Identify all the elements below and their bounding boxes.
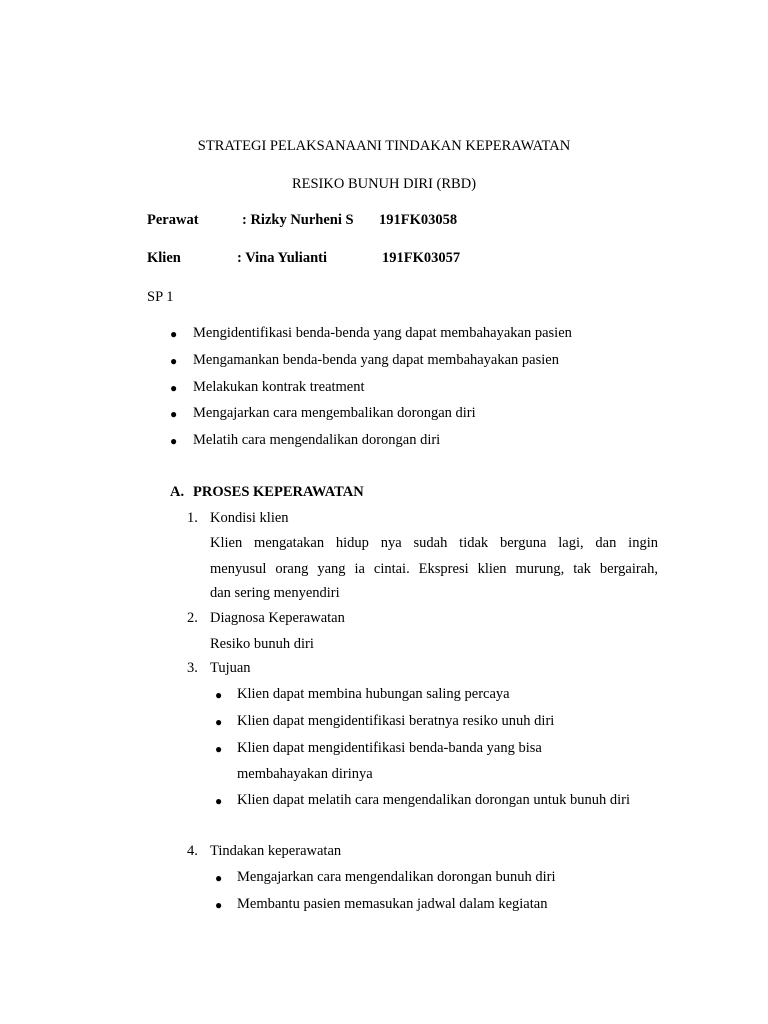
klien-id: 191FK03057 [382,250,461,266]
bullet-icon: ● [215,871,223,885]
list-item: Klien dapat mengidentifikasi benda-banda yang bisa [237,740,542,756]
list-item: Membantu pasien memasukan jadwal dalam kegiatan [237,896,548,912]
item-body-line: Klien mengatakan hidup nya sudah tidak berguna lagi, dan ingin [210,535,658,551]
list-item: Klien dapat melatih cara mengendalikan dorongan untuk bunuh diri [237,792,630,808]
item-number: 4. [187,843,198,859]
item-heading: Tindakan keperawatan [210,843,342,859]
sp-label: SP 1 [147,289,174,305]
bullet-icon: ● [215,742,223,756]
document-title: STRATEGI PELAKSANAANI TINDAKAN KEPERAWATAN [197,138,571,154]
bullet-icon: ● [170,327,178,341]
bullet-icon: ● [170,407,178,421]
section-title: PROSES KEPERAWATAN [193,484,364,500]
list-item: Mengidentifikasi benda-benda yang dapat membahayakan pasien [193,325,572,341]
section-marker: A. [170,484,185,500]
klien-label: Klien [147,250,181,266]
item-body: Resiko bunuh diri [210,636,314,652]
item-body-line: menyusul orang yang ia cintai. Ekspresi klien murung, tak bergairah, [210,561,658,577]
list-item: Klien dapat mengidentifikasi beratnya resiko unuh diri [237,713,555,729]
item-heading: Kondisi klien [210,510,289,526]
item-heading: Diagnosa Keperawatan [210,610,345,626]
bullet-icon: ● [215,898,223,912]
perawat-name: : Rizky Nurheni S [242,212,354,228]
item-heading: Tujuan [210,660,251,676]
list-item-continuation: membahayakan dirinya [237,766,373,782]
bullet-icon: ● [170,354,178,368]
list-item: Mengajarkan cara mengendalikan dorongan bunuh diri [237,869,556,885]
perawat-id: 191FK03058 [379,212,458,228]
bullet-icon: ● [215,794,223,808]
bullet-icon: ● [215,715,223,729]
bullet-icon: ● [170,381,178,395]
item-number: 1. [187,510,198,526]
bullet-icon: ● [215,688,223,702]
list-item: Mengamankan benda-benda yang dapat membahayakan pasien [193,352,559,368]
item-body-line: dan sering menyendiri [210,585,340,601]
perawat-label: Perawat [147,212,199,228]
list-item: Mengajarkan cara mengembalikan dorongan diri [193,405,476,421]
list-item: Melatih cara mengendalikan dorongan diri [193,432,441,448]
list-item: Melakukan kontrak treatment [193,379,365,395]
item-number: 3. [187,660,198,676]
document-subtitle: RESIKO BUNUH DIRI (RBD) [291,176,477,192]
bullet-icon: ● [170,434,178,448]
list-item: Klien dapat membina hubungan saling percaya [237,686,510,702]
klien-name: : Vina Yulianti [237,250,327,266]
item-number: 2. [187,610,198,626]
